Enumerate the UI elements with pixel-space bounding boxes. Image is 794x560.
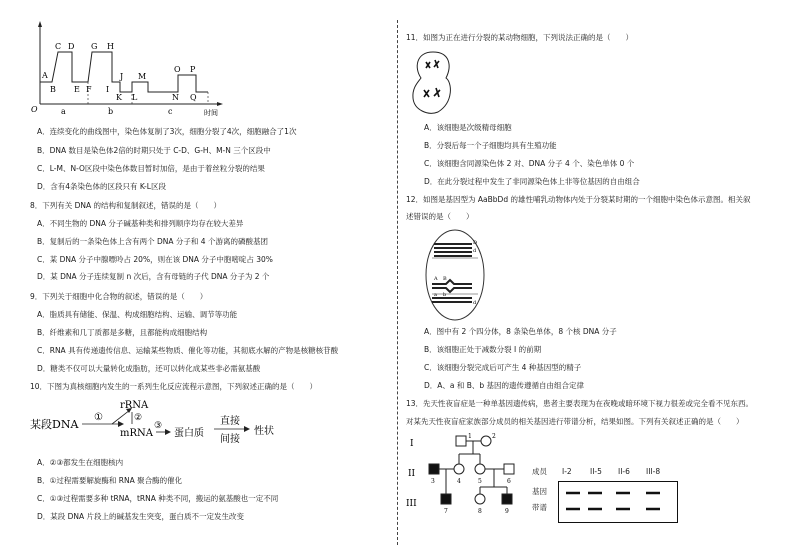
gene-label-d: d <box>473 248 477 254</box>
gene-label-B: B <box>443 276 447 282</box>
band-member-3: II-6 <box>618 467 630 476</box>
curve-label-Q: Q <box>190 93 197 102</box>
q11-cell-figure <box>408 48 458 118</box>
q9-option-d[interactable]: D．糖类不仅可以大量转化成脂肪，还可以转化成某些非必需氨基酸 <box>37 364 261 373</box>
ind-8: 8 <box>478 508 482 515</box>
curve-label-H: H <box>107 42 114 51</box>
q12-stem-line1: 12．如图是基因型为 AaBbDd 的雄性哺乳动物体内处于分裂某时期的一个细胞中染色体示意图。相关叙 <box>406 195 751 204</box>
flow-dna: 某段DNA <box>30 418 79 431</box>
q10-option-d[interactable]: D．某段 DNA 片段上的碱基发生突变，蛋白质不一定发生改变 <box>37 512 245 521</box>
curve-label-D: D <box>68 42 75 51</box>
q12-option-d[interactable]: D．A、a 和 B、b 基因的遗传遵循自由组合定律 <box>424 381 585 390</box>
band-member-2: II-5 <box>590 467 602 476</box>
q12-option-b[interactable]: B．该细胞正处于减数分裂 I 的前期 <box>424 345 542 354</box>
q9-option-b[interactable]: B．纤维素和几丁质都是多糖，且都能构成细胞结构 <box>37 328 208 337</box>
curve-axis-x-label: 时间 <box>204 109 218 117</box>
curve-label-E: E <box>74 85 80 94</box>
gene-label-b: b <box>443 292 447 298</box>
flow-indirect: 间接 <box>220 434 240 445</box>
curve-label-A: A <box>42 71 48 80</box>
curve-label-C: C <box>55 42 62 51</box>
gen-II: II <box>408 469 416 479</box>
q7-option-b[interactable]: B．DNA 数目是染色体2倍的时期只处于 C-D、G-H、M-N 三个区段中 <box>37 146 271 155</box>
right-column <box>398 0 794 560</box>
ind-1: 1 <box>468 433 472 440</box>
curve-label-F: F <box>86 85 92 94</box>
flow-step2: ② <box>134 413 143 423</box>
band-member-4: III-8 <box>646 467 661 476</box>
curve-segment-c: c <box>168 107 173 116</box>
curve-label-K: K <box>116 93 122 102</box>
q8-option-d[interactable]: D．某 DNA 分子连续复制 n 次后，含有母链的子代 DNA 分子为 2 个 <box>37 272 270 281</box>
gene-label-D: D <box>473 240 478 246</box>
q11-option-d[interactable]: D．在此分裂过程中发生了非同源染色体上非等位基因的自由组合 <box>424 177 640 186</box>
ind-9: 9 <box>505 508 509 515</box>
flow-step1: ① <box>94 412 103 423</box>
band-member-1: I-2 <box>562 467 572 476</box>
q10-stem: 10．下图为真核细胞内发生的一系列生化反应流程示意图，下列叙述正确的是（ ） <box>30 382 318 391</box>
flow-rrna: rRNA <box>120 400 149 411</box>
q7-option-c[interactable]: C．L-M、N-O区段中染色体数目暂时加倍，是由于着丝粒分裂的结果 <box>37 164 265 173</box>
gene-label-d2: d <box>473 300 477 306</box>
q10-option-a[interactable]: A．②③都发生在细胞核内 <box>37 458 124 467</box>
q8-option-c[interactable]: C．某 DNA 分子中腺嘌呤占 20%，则在该 DNA 分子中胞嘧啶占 30% <box>37 255 273 264</box>
ind-6: 6 <box>507 478 511 485</box>
q8-option-b[interactable]: B．复制后的一条染色体上含有两个 DNA 分子和 4 个游离的磷酸基团 <box>37 237 268 246</box>
band-marks <box>558 481 676 521</box>
curve-label-P: P <box>190 65 196 74</box>
q7-option-a[interactable]: A．连续变化的曲线图中，染色体复制了3次，细胞分裂了4次，细胞融合了1次 <box>37 127 297 136</box>
flow-direct: 直接 <box>220 416 240 427</box>
curve-label-B: B <box>50 85 56 94</box>
curve-label-I: I <box>106 85 110 94</box>
flow-step3: ③ <box>154 421 163 431</box>
curve-label-N: N <box>172 93 179 102</box>
q7-option-d[interactable]: D．含有4条染色体的区段只有 K-L区段 <box>37 182 166 191</box>
q12-option-c[interactable]: C．该细胞分裂完成后可产生 4 种基因型的精子 <box>424 363 582 372</box>
ind-7: 7 <box>444 508 448 515</box>
curve-segment-a: a <box>61 107 66 116</box>
flow-trait: 性状 <box>254 426 274 437</box>
q13-stem-line1: 13．先天性夜盲症是一种单基因遗传病，患者主要表现为在夜晚或暗环境下视力很差或完全看不见东西。 <box>406 399 754 408</box>
q8-stem: 8．下列有关 DNA 的结构和复制叙述，错误的是（ ） <box>30 201 222 210</box>
q13-band-table <box>532 463 692 525</box>
ind-2: 2 <box>492 433 496 440</box>
q11-option-c[interactable]: C．该细胞含同源染色体 2 对、DNA 分子 4 个、染色单体 0 个 <box>424 159 635 168</box>
gene-label-A: A <box>434 276 438 282</box>
band-row-band: 带谱 <box>532 503 547 512</box>
curve-segment-b: b <box>108 107 114 116</box>
gen-I: I <box>410 439 414 449</box>
q12-chromosome-figure <box>424 228 486 323</box>
q10-flow-diagram <box>28 398 328 448</box>
curve-label-J: J <box>120 72 124 81</box>
ind-4: 4 <box>457 478 461 485</box>
q11-option-a[interactable]: A．该细胞是次级精母细胞 <box>424 123 512 132</box>
q9-stem: 9．下列关于细胞中化合物的叙述，错误的是（ ） <box>30 292 208 301</box>
q9-option-c[interactable]: C．RNA 具有传递遗传信息、运输某些物质、催化等功能，其彻底水解的产物是核糖核苷酸 <box>37 346 339 355</box>
ind-5: 5 <box>478 478 482 485</box>
gen-III: III <box>406 499 417 509</box>
flow-protein: 蛋白质 <box>174 428 204 439</box>
q9-option-a[interactable]: A．脂质具有储能、保温、构成细胞结构、运输、调节等功能 <box>37 310 238 319</box>
curve-label-G: G <box>91 42 98 51</box>
curve-label-M: M <box>138 72 147 81</box>
q12-stem-line2: 述错误的是（ ） <box>406 212 474 221</box>
flow-mrna: mRNA <box>120 428 153 439</box>
q11-stem: 11．如图为正在进行分裂的某动物细胞，下列说法正确的是（ ） <box>406 33 634 42</box>
gene-label-a: a <box>434 292 437 298</box>
q13-stem-line2: 对某先天性夜盲症家族部分成员的相关基因进行带谱分析，结果如图。下列有关叙述正确的是（ ） <box>406 417 744 426</box>
curve-label-L: L <box>132 93 138 102</box>
chromosome-curve-figure <box>28 20 228 120</box>
band-header-label: 成员 <box>532 467 547 476</box>
q12-option-a[interactable]: A．图中有 2 个四分体，8 条染色单体，8 个核 DNA 分子 <box>424 327 617 336</box>
q10-option-b[interactable]: B．①过程需要解旋酶和 RNA 聚合酶的催化 <box>37 476 183 485</box>
q8-option-a[interactable]: A．不同生物的 DNA 分子碱基种类和排列顺序均存在较大差异 <box>37 219 244 228</box>
q11-option-b[interactable]: B．分裂后每一个子细胞均具有生殖功能 <box>424 141 557 150</box>
curve-label-O: O <box>174 65 181 74</box>
curve-axis-origin: O <box>31 105 38 114</box>
band-row-gene: 基因 <box>532 487 547 496</box>
ind-3: 3 <box>431 478 435 485</box>
q10-option-c[interactable]: C．①③过程需要多种 tRNA，tRNA 种类不同，搬运的氨基酸也一定不同 <box>37 494 279 503</box>
